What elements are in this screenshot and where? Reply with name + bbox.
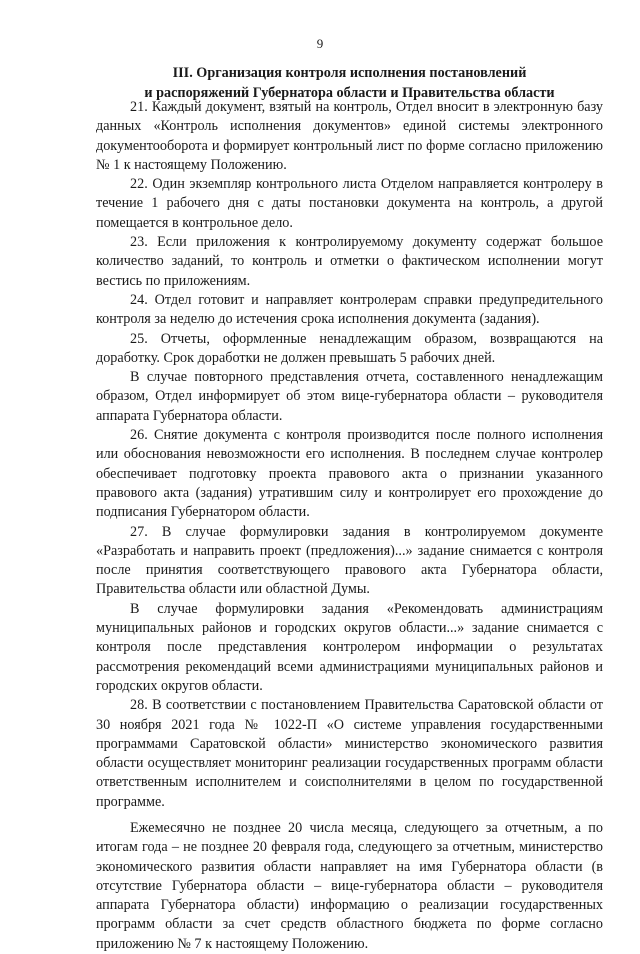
- paragraph-24: 24. Отдел готовит и направляет контролерам справки предупредительного контроля за неделю до истечения срока исполнения документа (задания).: [96, 291, 603, 328]
- section-heading-line-2: и распоряжений Губернатора области и Правительства области: [144, 84, 555, 101]
- paragraph-28-continued: Ежемесячно не позднее 20 числа месяца, следующего за отчетным, а по итогам года – не позднее 20 февраля года, следующего за отчетным, министерство экономического развития области направляет на имя Губернатора области (в отсутствие Губернатора области – вице-губернатора области – руководителя аппарата Губернатора области) информацию о реализации государственных программ области за счет средств областного бюджета по форме согласно приложению № 7 к настоящему Положению.: [96, 819, 603, 952]
- section-heading-line-1: III. Организация контроля исполнения постановлений: [172, 65, 527, 81]
- paragraph-26: 26. Снятие документа с контроля производится после полного исполнения или обоснования невозможности его исполнения. В последнем случае контролер обеспечивает подготовку проекта правового акта о признании указанного правового акта (задания) утратившим силу и контролирует его прохождение до подписания Губернатором области.: [96, 427, 603, 521]
- document-body: [96, 98, 603, 954]
- paragraph-21: 21. Каждый документ, взятый на контроль, Отдел вносит в электронную базу данных «Контроль исполнения документов» единой системы электронного документооборота и формирует контрольный лист по форме согласно приложению № 1 к настоящему Положению.: [96, 99, 603, 173]
- paragraph-28: 28. В соответствии с постановлением Правительства Саратовской области от 30 ноября 2021 года № 1022-П «О системе управления государственными программами Саратовской области» министерство экономического развития области осуществляет мониторинг реализации государственных программ области ответственным исполнителем и соисполнителями в целом по государственной программе.: [96, 697, 603, 810]
- paragraph-23: 23. Если приложения к контролируемому документу содержат большое количество заданий, то контроль и отметки о фактическом исполнении могут вестись по приложениям.: [96, 234, 603, 289]
- paragraph-25-continued: В случае повторного представления отчета, составленного ненадлежащим образом, Отдел информирует об этом вице-губернатора области – руководителя аппарата Губернатора области.: [96, 369, 603, 424]
- page-number: 9: [316, 36, 324, 51]
- paragraph-27-continued: В случае формулировки задания «Рекомендовать администрациям муниципальных районов и городских округов области...» задание снимается с контроля после представления контролером информации о результатах рассмотрения рекомендаций всеми администрациями муниципальных районов и городских округов области.: [96, 600, 603, 694]
- paragraph-22: 22. Один экземпляр контрольного листа Отделом направляется контролеру в течение 1 рабочего дня с даты постановки документа на контроль, а другой помещается в контрольное дело.: [96, 176, 603, 231]
- paragraph-25: 25. Отчеты, оформленные ненадлежащим образом, возвращаются на доработку. Срок доработки не должен превышать 5 рабочих дней.: [96, 330, 603, 366]
- paragraph-27: 27. В случае формулировки задания в контролируемом документе «Разработать и направить проект (предложения)...» задание снимается с контроля после принятия соответствующего правового акта Губернатора области, Правительства области или областной Думы.: [96, 523, 603, 598]
